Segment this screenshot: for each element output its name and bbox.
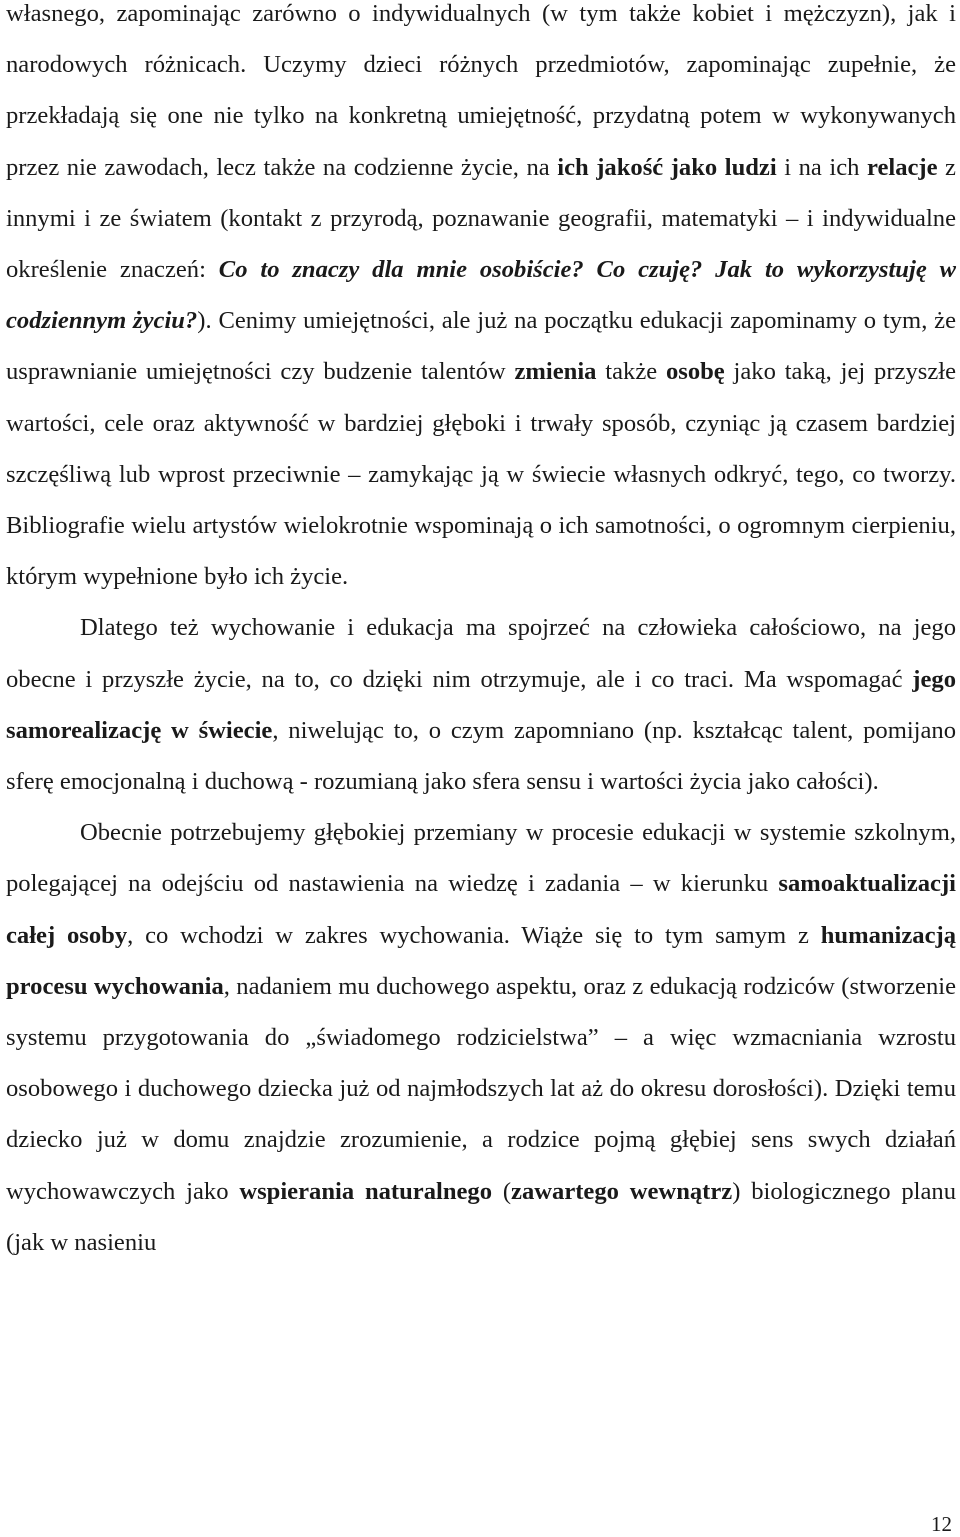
text-segment: ) biologicznego planu (jak w nasieniu [6, 1177, 957, 1256]
text-segment: , co wchodzi w zakres wychowania. Wiąże się to tym samym z [127, 921, 821, 949]
text-segment: i na ich [776, 153, 867, 181]
paragraph-3 [6, 807, 956, 1268]
paragraph-2 [6, 602, 956, 807]
text-segment: ). Cenimy umiejętności, ale już na początku edukacji zapominamy o tym, że usprawnianie umiejętności czy budzenie talentów [6, 307, 956, 386]
text-segment: także [596, 358, 666, 386]
text-segment: jako taką, jej przyszłe wartości, cele oraz aktywność w bardziej głęboki i trwały sposób, czyniąc ją czasem bardziej szczęśliwą lub wprost przeciwnie – zamykając ją w świecie własnych odkryć, tego, co tworzy. Bibliografie wielu artystów wielokrotnie wspominają o ich samotności, o ogromnym cierpieniu, którym wypełnione było ich życie. [6, 358, 956, 591]
bold-text: jego samorealizację w świecie [6, 665, 956, 744]
bold-text: zmienia [514, 358, 597, 386]
bold-text: ich jakość jako ludzi [557, 153, 777, 181]
page-number: 12 [931, 1512, 952, 1536]
bold-text: samoaktualizacji całej osoby [6, 870, 956, 949]
text-segment: , nadaniem mu duchowego aspektu, oraz z edukacją rodziców (stworzenie systemu przygotowania do „świadomego rodzicielstwa” – a więc wzmacniania wzrostu osobowego i duchowego dziecka już od najmłodszych lat aż do okresu dorosłości). Dzięki temu dziecko już w domu znajdzie zrozumienie, a rodzice pojmą głębiej sens swych działań wychowawczych jako [6, 972, 956, 1205]
bold-text: humanizacją procesu wychowania [6, 921, 956, 1000]
paragraph-1 [6, 0, 956, 602]
text-segment: Dlatego też wychowanie i edukacja ma spojrzeć na człowieka całościowo, na jego obecne i przyszłe życie, na to, co dzięki nim otrzymuje, ale i co traci. Ma wspomagać [6, 614, 956, 693]
bold-italic-question-text: Co to znaczy dla mnie osobiście? Co czuję? Jak to wykorzystuję w codziennym życiu? [6, 256, 956, 335]
text-segment: z innymi i ze światem (kontakt z przyrodą, poznawanie geografii, matematyki – i indywidualne określenie znaczeń: [6, 153, 956, 284]
bold-text: wspierania naturalnego [239, 1177, 493, 1205]
bold-text: zawartego wewnątrz [511, 1177, 733, 1205]
bold-text: osobę [665, 358, 725, 386]
text-segment: , niwelując to, o czym zapomniano (np. kształcąc talent, pomijano sferę emocjonalną i duchową - rozumianą jako sfera sensu i wartości życia jako całości). [6, 716, 956, 796]
document-page [6, 0, 956, 1268]
bold-text: relacje [866, 153, 938, 181]
text-segment: własnego, zapominając zarówno o indywidualnych (w tym także kobiet i mężczyzn), jak i narodowych różnicach. Uczymy dzieci różnych przedmiotów, zapominając zupełnie, że przekładają się one nie tylko na konkretną umiejętność, przydatną potem w wykonywanych przez nie zawodach, lecz także na codzienne życie, na [6, 0, 956, 181]
text-segment: Obecnie potrzebujemy głębokiej przemiany w procesie edukacji w systemie szkolnym, polegającej na odejściu od nastawienia na wiedzę i zadania – w kierunku [6, 819, 956, 898]
text-segment: ( [492, 1177, 512, 1205]
